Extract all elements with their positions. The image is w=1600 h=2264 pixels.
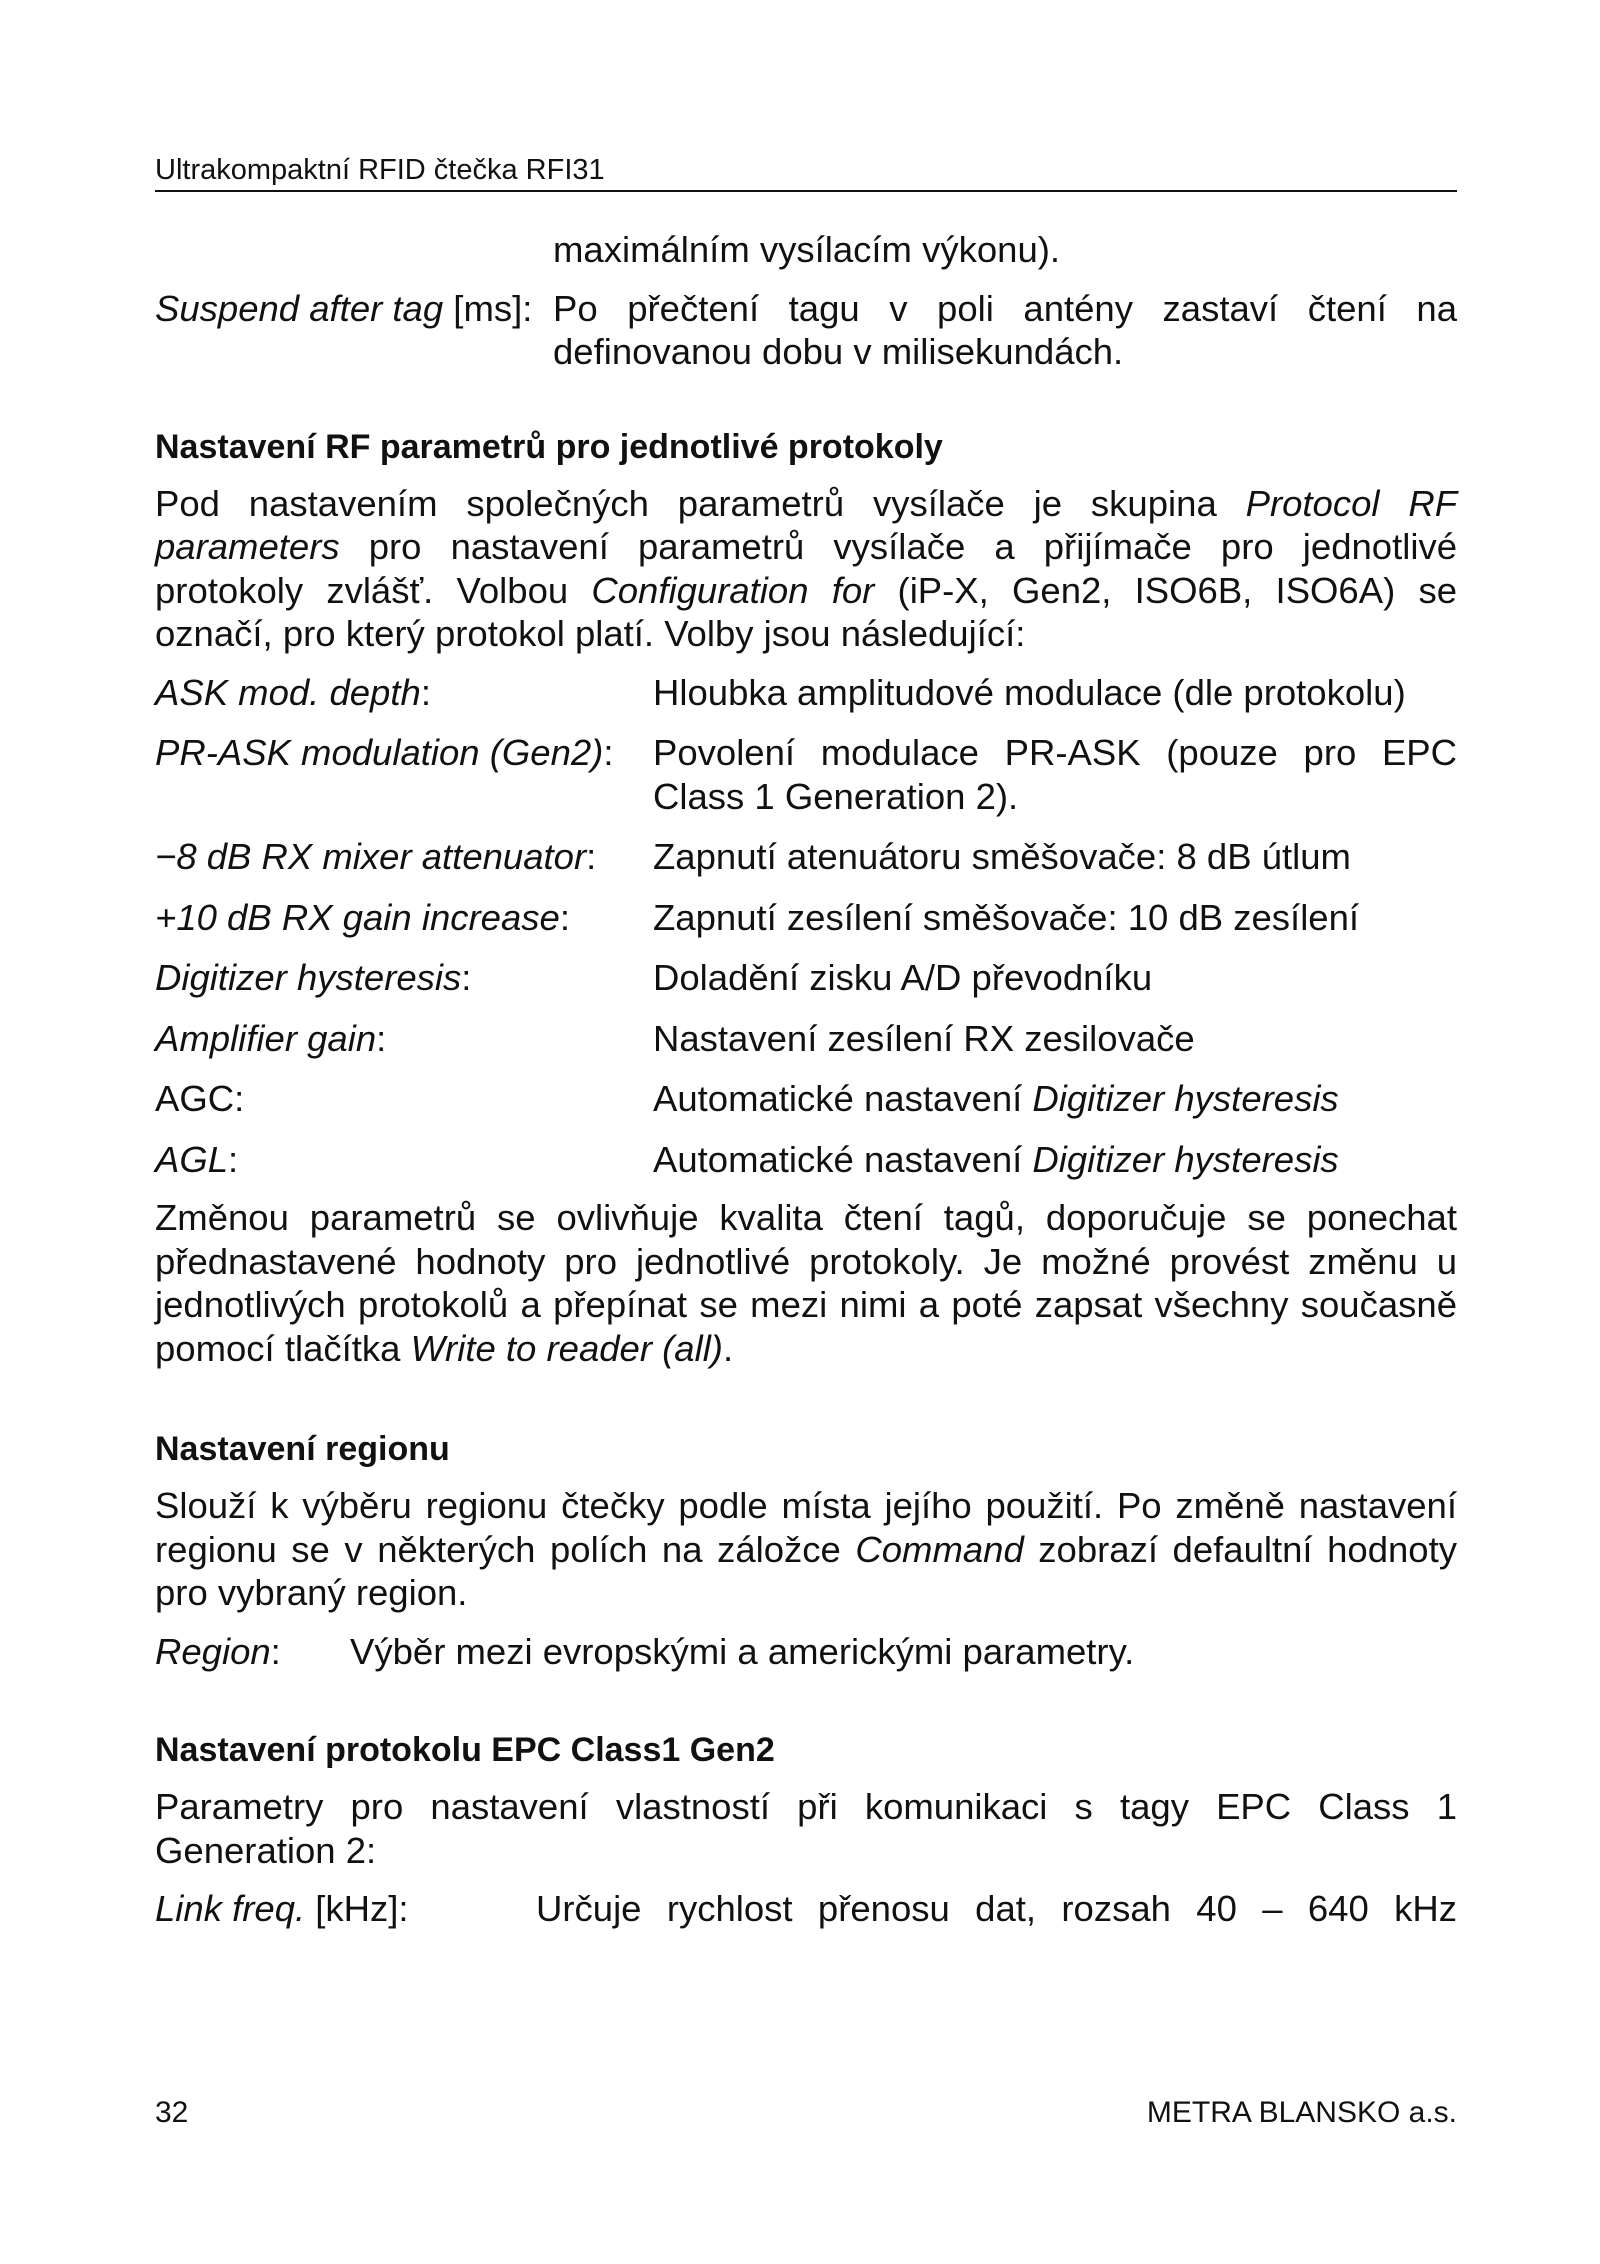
param-term <box>155 1017 653 1061</box>
param-desc <box>653 956 1457 1000</box>
rf-param-row <box>155 1077 1457 1121</box>
term-unit: [kHz]: <box>305 1888 409 1929</box>
param-desc <box>653 731 1457 818</box>
rf-intro-paragraph <box>155 482 1457 656</box>
term-colon: : <box>376 1017 387 1059</box>
text-run: zobrazí defaultní hodnoty pro vybraný region. <box>155 1528 1457 1613</box>
param-term <box>155 956 653 1000</box>
rf-param-row <box>155 835 1457 879</box>
section-heading-epc: Nastavení protokolu EPC Class1 Gen2 <box>155 1731 775 1769</box>
term-italic: −8 dB RX mixer attenuator <box>155 836 587 877</box>
term-italic: Amplifier gain <box>155 1017 377 1059</box>
term-italic: Link freq. <box>155 1888 306 1929</box>
text-run: Slouží k výběru regionu čtečky podle místa jejího použití. Po změně nastavení regionu se v některých polích na záložce <box>155 1485 1457 1570</box>
term-unit: [ms]: <box>443 287 533 329</box>
term-colon: : <box>228 1138 239 1180</box>
term-italic: ASK mod. depth <box>155 671 421 713</box>
param-desc <box>653 896 1457 940</box>
text-italic: Command <box>855 1528 1024 1570</box>
param-desc: Po přečtení tagu v poli antény zastaví čtení na definovanou dobu v milisekundách. <box>553 287 1457 372</box>
param-term <box>155 1887 536 1931</box>
desc-text: Povolení modulace PR-ASK (pouze pro EPC Class 1 Generation 2). <box>653 732 1457 817</box>
text-italic: Configuration for <box>591 569 875 611</box>
rf-params-list <box>155 671 1457 1182</box>
term-colon: : <box>586 836 597 877</box>
rf-param-row <box>155 896 1457 940</box>
text-run: (iP-X, Gen2, ISO6B, ISO6A) se označí, pro který protokol platí. Volby jsou následující: <box>155 569 1457 654</box>
term-italic: +10 dB RX gain increase <box>155 896 560 938</box>
term-colon: : <box>603 732 614 773</box>
rf-param-row <box>155 1017 1457 1061</box>
desc-text: Automatické nastavení <box>653 1138 1033 1180</box>
term-italic: Suspend after tag <box>155 287 444 329</box>
region-paragraph <box>155 1484 1457 1615</box>
param-term <box>155 731 653 818</box>
desc-text: Zapnutí atenuátoru směšovače: 8 dB útlum <box>653 836 1351 877</box>
term-colon: : <box>461 957 472 998</box>
desc-text: Nastavení zesílení RX zesilovače <box>653 1017 1195 1059</box>
epc-paragraph: Parametry pro nastavení vlastností při komunikaci s tagy EPC Class 1 Generation 2: <box>155 1786 1457 1871</box>
page-number: 32 <box>155 2096 189 2129</box>
page-content <box>155 228 1457 1931</box>
term-italic: Region <box>155 1630 271 1672</box>
term-italic: AGL <box>155 1138 229 1180</box>
term-colon: : <box>559 896 570 938</box>
param-term <box>155 1138 653 1182</box>
rf-param-row <box>155 671 1457 715</box>
param-term <box>155 671 653 715</box>
param-desc <box>653 1138 1457 1182</box>
rf-param-row <box>155 956 1457 1000</box>
term-italic: Digitizer hysteresis <box>155 957 462 998</box>
desc-text: Doladění zisku A/D převodníku <box>653 957 1153 998</box>
term-colon: : <box>270 1630 281 1672</box>
desc-text: Zapnutí zesílení směšovače: 10 dB zesílení <box>653 896 1360 938</box>
section-heading-region: Nastavení regionu <box>155 1430 450 1468</box>
footer-company: METRA BLANSKO a.s. <box>1146 2096 1457 2129</box>
param-desc <box>653 1077 1457 1121</box>
continued-text: maximálním vysílacím výkonu). <box>553 229 1061 270</box>
text-italic: Protocol RF parameters <box>155 482 1457 567</box>
param-term <box>155 1077 653 1121</box>
text-run: Pod nastavením společných parametrů vysílače je skupina <box>155 482 1246 524</box>
param-term <box>155 896 653 940</box>
desc-italic: Digitizer hysteresis <box>1032 1138 1339 1180</box>
param-term <box>155 1630 350 1674</box>
param-suspend <box>155 287 1457 374</box>
section-heading-rf: Nastavení RF parametrů pro jednotlivé protokoly <box>155 427 943 466</box>
param-desc: Výběr mezi evropskými a americkými parametry. <box>350 1630 1135 1672</box>
term-italic: PR-ASK modulation (Gen2) <box>155 732 604 773</box>
param-term <box>155 287 553 374</box>
rf-param-row <box>155 1138 1457 1182</box>
text-run: . <box>722 1327 734 1369</box>
term-colon: : <box>420 671 431 713</box>
param-term <box>155 835 653 879</box>
text-run: Změnou parametrů se ovlivňuje kvalita čtení tagů, doporučuje se ponechat přednastavené hodnoty pro jednotlivé protokoly. Je možné provést změnu u jednotlivých protokolů a přepínat se mezi nimi a poté zapsat všechny současně pomocí tlačítka <box>155 1197 1457 1369</box>
param-desc: Určuje rychlost přenosu dat, rozsah 40 – 640 kHz <box>536 1888 1457 1929</box>
param-link-freq <box>155 1887 1457 1931</box>
desc-text: Hloubka amplitudové modulace (dle protokolu) <box>653 671 1406 713</box>
param-desc <box>653 671 1457 715</box>
rf-param-row <box>155 731 1457 818</box>
text-run: pro nastavení parametrů vysílače a přijímače pro jednotlivé protokoly zvlášť. Volbou <box>155 526 1457 611</box>
param-desc <box>653 835 1457 879</box>
desc-text: Automatické nastavení <box>653 1078 1033 1119</box>
text-italic: Write to reader (all) <box>410 1327 723 1369</box>
param-desc <box>653 1017 1457 1061</box>
param-region <box>155 1630 1457 1674</box>
term-plain: AGC: <box>155 1078 245 1119</box>
running-header: Ultrakompaktní RFID čtečka RFI31 <box>155 152 1457 192</box>
rf-note-paragraph <box>155 1196 1457 1370</box>
desc-italic: Digitizer hysteresis <box>1032 1078 1339 1119</box>
continued-line <box>553 228 1457 272</box>
